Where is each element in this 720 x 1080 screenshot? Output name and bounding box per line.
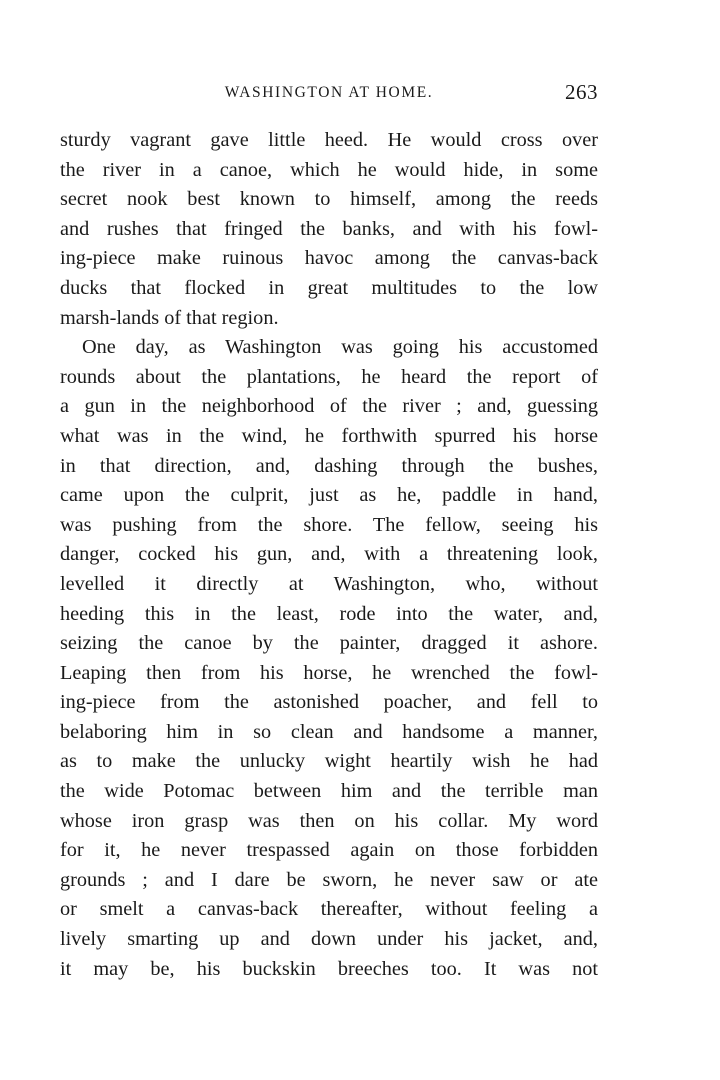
text-line: grounds ; and I dare be sworn, he never saw or ate — [60, 868, 598, 891]
text-line: it may be, his buckskin breeches too. It was not — [60, 957, 598, 980]
text-line: as to make the unlucky wight heartily wish he had — [60, 750, 598, 773]
body-text — [60, 126, 598, 984]
text-line: or smelt a canvas-back thereafter, without feeling a — [60, 898, 598, 921]
text-line: ing-piece from the astonished poacher, and fell to — [60, 691, 598, 714]
text-line: danger, cocked his gun, and, with a threatening look, — [60, 543, 598, 566]
text-line: the wide Potomac between him and the terrible man — [60, 780, 598, 803]
text-line: was pushing from the shore. The fellow, seeing his — [60, 513, 598, 536]
text-line: the river in a canoe, which he would hide, in some — [60, 158, 598, 181]
paragraph-end-line: marsh-lands of that region. — [60, 306, 279, 329]
page-number: 263 — [565, 80, 598, 104]
text-line: rounds about the plantations, he heard the report of — [60, 365, 598, 388]
running-title: WASHINGTON AT HOME. — [224, 84, 434, 101]
text-line: belaboring him in so clean and handsome a manner, — [60, 720, 598, 743]
text-line: levelled it directly at Washington, who, without — [60, 572, 598, 595]
paragraph-start-line: One day, as Washington was going his accustomed — [82, 336, 598, 359]
text-line: a gun in the neighborhood of the river ; and, guessing — [60, 395, 598, 418]
text-line: came upon the culprit, just as he, paddle in hand, — [60, 484, 598, 507]
text-line: ing-piece make ruinous havoc among the canvas-back — [60, 247, 598, 270]
running-head — [60, 80, 598, 110]
text-line: and rushes that fringed the banks, and with his fowl- — [60, 217, 598, 240]
text-line: in that direction, and, dashing through the bushes, — [60, 454, 598, 477]
text-line: what was in the wind, he forthwith spurred his horse — [60, 424, 598, 447]
text-line: whose iron grasp was then on his collar. My word — [60, 809, 598, 832]
text-line: seizing the canoe by the painter, dragged it ashore. — [60, 632, 598, 655]
text-line: secret nook best known to himself, among the reeds — [60, 188, 598, 211]
text-line: sturdy vagrant gave little heed. He would cross over — [60, 129, 598, 151]
text-line: Leaping then from his horse, he wrenched the fowl- — [60, 661, 598, 684]
text-line: lively smarting up and down under his jacket, and, — [60, 928, 598, 951]
text-line: ducks that flocked in great multitudes to the low — [60, 276, 598, 299]
text-line: heeding this in the least, rode into the water, and, — [60, 602, 598, 625]
text-line: for it, he never trespassed again on those forbidden — [60, 839, 598, 862]
